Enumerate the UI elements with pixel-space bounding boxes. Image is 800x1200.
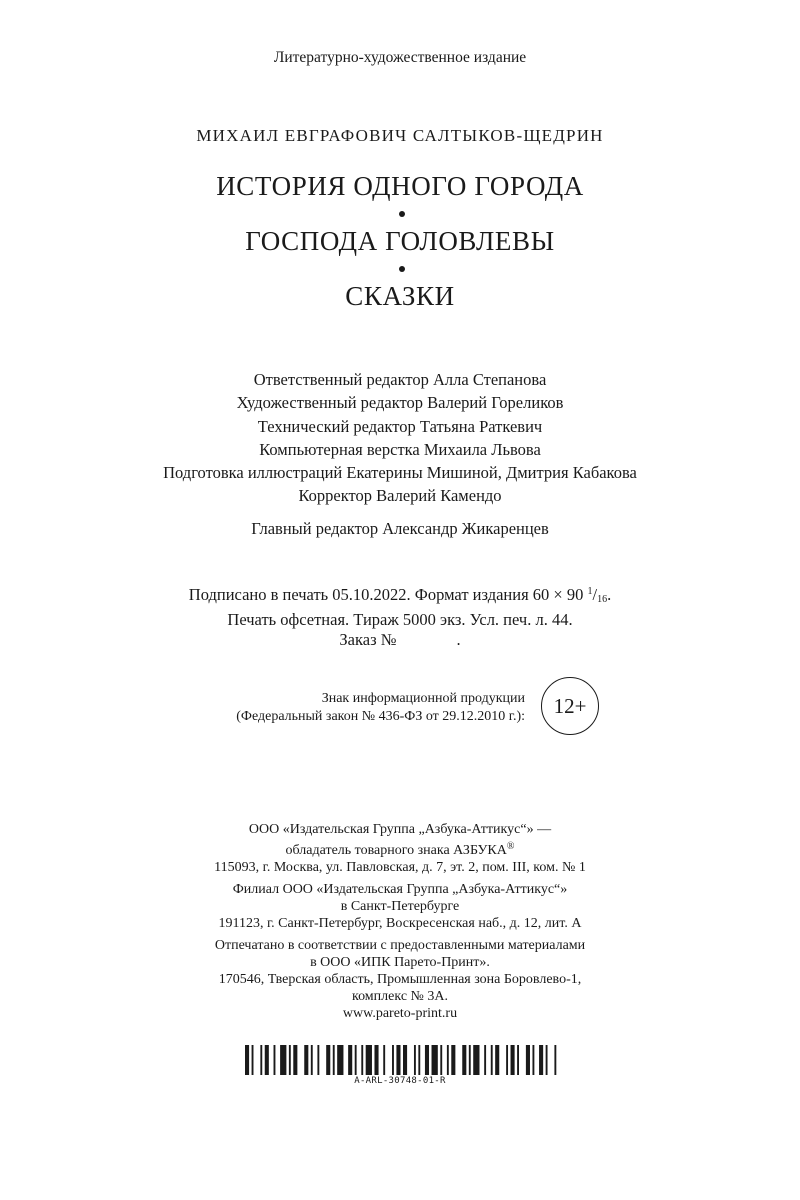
barcode <box>245 1045 561 1075</box>
barcode-bar <box>526 1045 530 1075</box>
credit-line: Технический редактор Татьяна Раткевич <box>257 416 543 436</box>
credit-line: Подготовка иллюстраций Екатерины Мишиной, Дмитрия Кабакова <box>163 463 637 483</box>
trademark-text: обладатель товарного знака АЗБУКА <box>285 843 507 858</box>
barcode-bar <box>337 1045 343 1075</box>
book-title-2: ГОСПОДА ГОЛОВЛЕВЫ <box>245 226 555 256</box>
barcode-bar <box>355 1045 357 1075</box>
book-title-1: ИСТОРИЯ ОДНОГО ГОРОДА <box>216 171 584 201</box>
barcode-bar <box>484 1045 486 1075</box>
barcode-bar <box>546 1045 548 1075</box>
barcode-bar <box>495 1045 499 1075</box>
barcode-bar <box>539 1045 543 1075</box>
barcode-bar <box>252 1045 254 1075</box>
print-line-2: Печать офсетная. Тираж 5000 экз. Усл. печ. л. 44. <box>227 610 573 629</box>
barcode-bar <box>348 1045 352 1075</box>
title-separator-dot <box>399 266 405 272</box>
format-denominator: 16 <box>597 594 608 605</box>
barcode-bar <box>447 1045 449 1075</box>
barcode-bar <box>491 1045 493 1075</box>
barcode-bar <box>245 1045 249 1075</box>
barcode-bar <box>532 1045 534 1075</box>
barcode-bar <box>414 1045 416 1075</box>
barcode-bar <box>432 1045 438 1075</box>
barcode-bar <box>517 1045 519 1075</box>
publisher-address: 115093, г. Москва, ул. Павловская, д. 7, эт. 2, пом. III, ком. № 1 <box>214 860 586 875</box>
barcode-bar <box>511 1045 515 1075</box>
printer-line: в ООО «ИПК Парето-Принт». <box>310 955 490 970</box>
barcode-bar <box>383 1045 385 1075</box>
barcode-label: A-ARL-30748-01-R <box>354 1076 446 1086</box>
author-name: МИХАИЛ ЕВГРАФОВИЧ САЛТЫКОВ-ЩЕДРИН <box>196 126 604 145</box>
publisher-line: ООО «Издательская Группа „Азбука-Аттикус“» — <box>248 822 552 837</box>
age-rating-badge <box>541 677 599 735</box>
barcode-bar <box>374 1045 378 1075</box>
barcode-bar <box>304 1045 308 1075</box>
barcode-bar <box>440 1045 442 1075</box>
barcode-bar <box>317 1045 319 1075</box>
barcode-bar <box>462 1045 466 1075</box>
book-title-3: СКАЗКИ <box>345 281 455 311</box>
publisher-line <box>0 838 800 859</box>
registered-mark: ® <box>506 841 515 852</box>
barcode-bar <box>366 1045 372 1075</box>
barcode-bar <box>403 1045 407 1075</box>
barcode-bar <box>396 1045 400 1075</box>
printer-address: 170546, Тверская область, Промышленная зона Боровлево-1, <box>218 972 582 987</box>
chief-editor: Главный редактор Александр Жикаренцев <box>251 519 549 538</box>
barcode-bar <box>289 1045 291 1075</box>
barcode-bar <box>469 1045 471 1075</box>
credit-line: Компьютерная верстка Михаила Львова <box>259 439 541 459</box>
order-end: . <box>456 630 461 649</box>
age-rating-line-1: Знак информационной продукции <box>321 691 525 706</box>
barcode-bar <box>451 1045 455 1075</box>
format-separator: / <box>592 585 598 604</box>
branch-line: Филиал ООО «Издательская Группа „Азбука-Аттикус“» <box>232 882 568 897</box>
barcode-bar <box>425 1045 429 1075</box>
printer-line: Отпечатано в соответствии с предоставленными материалами <box>214 938 586 953</box>
barcode-bar <box>554 1045 556 1075</box>
barcode-bar <box>260 1045 262 1075</box>
credit-line: Художественный редактор Валерий Гореликов <box>236 393 564 413</box>
printer-address: комплекс № 3А. <box>351 989 448 1004</box>
credit-line: Ответственный редактор Алла Степанова <box>253 370 547 389</box>
barcode-bar <box>326 1045 330 1075</box>
credits-list <box>0 368 800 508</box>
print-line-1 <box>0 582 800 610</box>
barcode-bar <box>265 1045 269 1075</box>
printer-website: www.pareto-print.ru <box>342 1006 458 1021</box>
print-line-1-text: Подписано в печать 05.10.2022. Формат издания 60 × 90 <box>188 585 588 604</box>
branch-address: 191123, г. Санкт-Петербург, Воскресенская наб., д. 12, лит. А <box>218 916 582 931</box>
age-rating-value: 12+ <box>553 693 587 718</box>
barcode-bar <box>293 1045 297 1075</box>
format-numerator: 1 <box>587 586 593 597</box>
title-separator-dot <box>399 211 405 217</box>
genre-label: Литературно-художественное издание <box>273 49 527 66</box>
print-line-1-end: . <box>607 585 612 604</box>
barcode-bar <box>280 1045 286 1075</box>
age-rating-line-2: (Федеральный закон № 436-ФЗ от 29.12.2010 г.): <box>236 709 525 724</box>
credit-line: Корректор Валерий Камендо <box>298 486 502 506</box>
age-rating-note <box>200 690 525 726</box>
imprint-block <box>0 821 800 1022</box>
barcode-bar <box>392 1045 394 1075</box>
barcode-bar <box>418 1045 420 1075</box>
branch-line: в Санкт-Петербурге <box>340 899 460 914</box>
barcode-bar <box>311 1045 313 1075</box>
barcode-bar <box>506 1045 508 1075</box>
barcode-bar <box>274 1045 276 1075</box>
barcode-bar <box>473 1045 479 1075</box>
barcode-bar <box>333 1045 335 1075</box>
barcode-bar <box>361 1045 363 1075</box>
order-line <box>0 630 800 650</box>
order-label: Заказ № <box>339 630 397 649</box>
print-info <box>0 582 800 650</box>
